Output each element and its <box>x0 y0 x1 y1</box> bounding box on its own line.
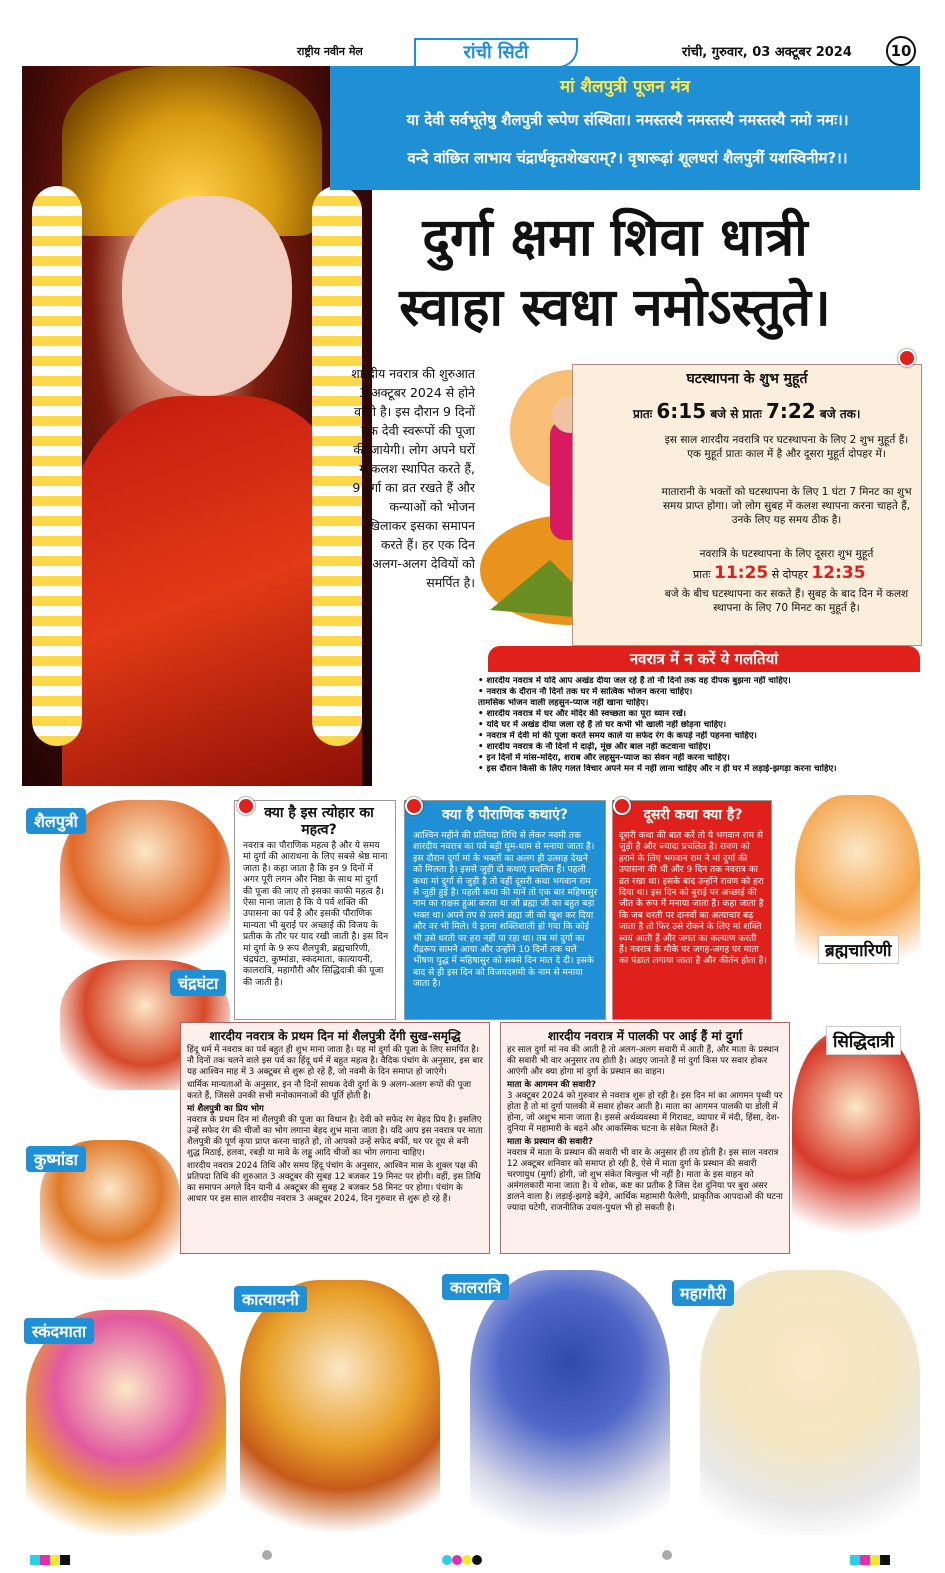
mistakes-list <box>478 676 918 775</box>
label-mahagauri: महागौरी <box>672 1280 734 1306</box>
mahagauri-figure <box>700 1270 920 1535</box>
box5-body <box>507 1045 785 1214</box>
mantra-title: मां शैलपुत्री पूजन मंत्र <box>559 77 691 97</box>
katyayani-figure <box>240 1280 440 1535</box>
label-siddhidatri: सिद्धिदात्री <box>826 1026 901 1055</box>
registration-dot <box>662 1550 672 1560</box>
list-item: • शारदीय नवरात्र में घर और मंदिर की स्वच्छता का पूरा ध्यान रखें। <box>478 709 686 719</box>
box2-body: आश्विन महीने की प्रतिपदा तिथि से लेकर नवमी तक शारदीय नवरात्र का पर्व बड़ी धूम-धाम से मनाया जाता है। इस दौरान दुर्गा मां के भक्तों का अलग ही उत्साह देखने को मिलता है। इससे जुड़ी दो कथाएं प्रचलित हैं। पहली कथा मां दुर्गा से जुड़ी है तो वहीं दूसरी कथा भगवान राम से जुड़ी हुई है। पहली कथा की मानें तो एक बार महिषासुर नाम का राक्षस हुआ करता था जो ब्रह्मा जी का बहुत बड़ा भक्त था। अपने तप से उसने ब्रह्मा जी को खुश कर दिया और वर भी मिले। ये इतना शक्तिशाली हो गया कि कोई भी उसे धरती पर हरा नहीं पा रहा था। तब मां दुर्गा का रौद्ररूप सामने आया और उन्होंने 10 दिनों तक चले भीषण युद्ध में महिषासुर को सबसे दिन मात दे दी। इसके बाद से ही इस दिन को विजयदशमी के नाम से मनाया जाता है। <box>413 831 598 990</box>
mythology-box <box>404 800 606 1020</box>
box5-para-2: 3 अक्टूबर 2024 को गुरुवार से नवरात्र शुरू हो रही है। इस दिन मां का आगमन पृथ्वी पर होता है तो मां दुर्गा पालकी में सवार होकर आती है। माता का आगमन पालकी या डोली में होना, जो अशुभ माना जाता है। इससे अर्थव्यवस्था में गिरावट, व्यापार में मंदी, हिंसा, देश-दुनिया में महामारी के बढ़ने और आकस्मिक घटना के संकेत मिलते हैं। <box>507 1091 783 1134</box>
box1-body: नवरात्र का पौराणिक महत्व है और ये समय मां दुर्गा की आराधना के लिए सबसे श्रेष्ठ माना जाता है। कहा जाता है कि इन 9 दिनों में अगर पूरी लगन और निष्ठा के साथ मां दुर्गा की पूजा की जाए तो इसका काफी महत्व है। ऐसा माना जाता है कि ये पर्व शक्ति की उपासना का पर्व है और इसकी पौराणिक मान्यता भी बुराई पर अच्छाई की विजय के प्रतीक के तौर पर याद रखी जाती है। इस दिन मां दुर्गा के 9 रूप शैलपुत्री, ब्रह्मचारिणी, चंद्रघंटा, कुष्मांडा, स्कंदमाता, कात्यायनी, कालरात्रि, महागौरी और सिद्धिदात्री की पूजा की जाती है। <box>243 841 389 988</box>
page-number: 10 <box>886 36 916 66</box>
section-tab[interactable]: रांची सिटी <box>414 38 578 68</box>
label-katyayani: कात्यायनी <box>234 1286 307 1312</box>
box4-para-1: हिंदू धर्म में नवरात्र का पर्व बहुत ही शुभ माना जाता है। यह मां दुर्गा की पूजा के लिए समर्पित है। नौ दिनों तक चलने वाले इस पर्व का हिंदू धर्म में बहुत महत्व है। वैदिक पंचांग के अनुसार, इस बार यह आश्विन माह में 3 अक्टूबर से शुरू हो रहे हैं, जो नवमी के दिन समाप्त हो जाएंगे। <box>187 1045 483 1077</box>
time-prefix-2: प्रातः <box>693 568 711 581</box>
dateline: रांची, गुरुवार, 03 अक्टूबर 2024 <box>682 45 852 60</box>
box1-title: क्या है इस त्योहार का महत्व? <box>264 805 374 838</box>
shailputri-article <box>180 1022 490 1254</box>
cmyk-swatch-right <box>850 1550 890 1569</box>
time-start-1: 6:15 <box>656 399 707 423</box>
box5-subheading-2: माता के प्रस्थान की सवारी? <box>507 1137 593 1147</box>
palki-article <box>500 1022 790 1254</box>
list-item: • यदि घर में अखंड दीया जला रहे हैं तो घर कभी भी खाली नहीं छोड़ना चाहिए। <box>478 720 727 730</box>
muhurat-time-1 <box>633 399 860 423</box>
garland-left <box>32 186 82 746</box>
box5-para-3: नवरात्र में माता के प्रस्थान की सवारी भी वार के अनुसार ही तय होती है। इस साल नवरात्र 12 अक्टूबर शनिवार को समाप्त हो रही है, ऐसे में माता दुर्गा के प्रस्थान की सवारी चरणायुध (मुर्गा) होगी, जो शुभ संकेत बिल्कुल भी नहीं है। माता के इस वाहन को अमंगलकारी माना जाता है। ये शोक, कष्ट का प्रतीक है जिस देश दुनिया पर बुरा असर डालने वाला है। लड़ाई-झगड़े बढ़ेंगे, आर्थिक महामारी फैलेगी, प्राकृतिक आपदाओं की घटना ज्यादा घटेगी, राजनीतिक उथल-पुथल भी हो सकती है। <box>507 1148 783 1213</box>
second-story-box <box>612 800 772 1020</box>
mantra-line-2: वन्दे वांछित लाभाय चंद्रार्धकृतशेखराम्?। वृषारूढ़ां शूलधरां शैलपुत्रीं यशस्विनीम?।। <box>407 149 848 167</box>
label-skandmata: स्कंदमाता <box>24 1318 94 1344</box>
page-header <box>22 36 922 66</box>
list-item: तामसिक भोजन वाली लहसुन-प्याज नहीं खाना चाहिए। <box>478 698 649 708</box>
goddess-photo <box>22 66 372 786</box>
list-item: • शारदीय नवरात्र में यदि आप अखंड दीया जल रहे हैं तो नौ दिनों तक वह दीपक बुझना नहीं चाहिए। <box>478 676 791 686</box>
muhurat-time-2 <box>693 563 866 583</box>
box4-body <box>187 1045 483 1205</box>
list-item: • शारदीय नवरात्र के नौ दिनों में दाढ़ी, मूंछ और बाल नहीं कटवाना चाहिए। <box>478 742 711 752</box>
box4-para-3: नवरात्र के प्रथम दिन मां शैलपुत्री की पूजा का विधान है। देवी को सफेद रंग बेहद प्रिय है। इसलिए उन्हें सफेद रंग की चीजों का भोग लगाना बेहद शुभ माना जाता है। यदि आप इस नवरात्र पर माता शैलपुत्री की पूर्ण कृपा प्राप्त करना चाहते हो, तो आपको उन्हें सफेद बर्फी, घर पर दूध से बनी शुद्ध मिठाई, हलवा, रबड़ी या मावे के लड्डू आदि चीजों का भोग लगाना चाहिए। <box>187 1115 483 1158</box>
time-start-2: 11:25 <box>714 563 769 583</box>
muhurat-para-3: नवरात्रि के घटस्थापना के लिए दूसरा शुभ मुहूर्त <box>699 548 874 560</box>
time-prefix: प्रातः <box>633 407 653 421</box>
box5-subheading-1: माता के आगमन की सवारी? <box>507 1080 596 1090</box>
box4-subheading: मां शैलपुत्री का प्रिय भोग <box>187 1104 264 1114</box>
print-registration-bar <box>22 1548 922 1562</box>
time-mid: बजे से प्रातः <box>710 407 762 421</box>
muhurat-para-1: इस साल शारदीय नवरात्रि पर घटस्थापना के लिए 2 शुभ मुहूर्त हैं। एक मुहूर्त प्रातः काल में है और दूसरा मुहूर्त दोपहर में। <box>664 434 909 460</box>
list-item: • इस दौरान किसी के लिए गलत विचार अपने मन में नहीं लाना चाहिए और न ही घर में लड़ाई-झगड़ा करना चाहिए। <box>478 764 837 774</box>
muhurat-box <box>572 364 922 646</box>
time-end-1: 7:22 <box>765 399 816 423</box>
registration-dot <box>262 1550 272 1560</box>
box3-title: दूसरी कथा क्या है? <box>643 807 743 823</box>
mantra-line-1: या देवी सर्वभूतेषु शैलपुत्री रूपेण संस्थिता। नमस्तस्यै नमस्तस्यै नमस्तस्यै नमो नमः।। <box>406 111 849 129</box>
mistakes-title: नवरात्र में न करें ये गलतियां <box>488 646 920 672</box>
box2-title: क्या है पौराणिक कथाएं? <box>442 807 568 823</box>
box4-title: शारदीय नवरात्र के प्रथम दिन मां शैलपुत्री देंगी सुख-समृद्धि <box>209 1029 461 1043</box>
label-brahmacharini: ब्रह्मचारिणी <box>818 935 899 964</box>
time-suffix: बजे तक। <box>819 407 861 421</box>
label-shailputri: शैलपुत्री <box>26 808 86 834</box>
cmyk-dots-center <box>442 1550 482 1569</box>
time-end-2: 12:35 <box>811 563 866 583</box>
time-mid-2: से दोपहर <box>771 568 808 581</box>
box4-para-4: शारदीय नवरात्र 2024 तिथि और समय हिंदू पंचांग के अनुसार, आश्विन मास के शुक्ल पक्ष की प्रतिपदा तिथि की शुरुआत 3 अक्टूबर की सुबह 12 बजकर 19 मिनट पर होगी। वहीं, इस तिथि का समापन अगले दिन यानी 4 अक्टूबर की सुबह 2 बजकर 58 मिनट पर होगा। पंचांग के आधार पर इस साल शारदीय नवरात्र 3 अक्टूबर 2024, दिन गुरुवार से शुरू हो रहे हैं। <box>187 1161 481 1204</box>
box4-para-2: धार्मिक मान्यताओं के अनुसार, इन नौ दिनों साधक देवी दुर्गा के 9 अलग-अलग रूपों की पूजा करते हैं, जिससे उनकी सभी मनोकामनाओं की पूर्ति होती है। <box>187 1080 472 1101</box>
box5-title: शारदीय नवरात्र में पालकी पर आई हैं मां दुर्गा <box>547 1029 743 1043</box>
face-shape <box>122 196 292 396</box>
list-item: • इन दिनों में मांस-मदिरा, शराब और लहसुन-प्याज का सेवन नहीं करना चाहिए। <box>478 753 730 763</box>
label-kalratri: कालरात्रि <box>442 1274 509 1300</box>
list-item: • नवरात्र के दौरान नौ दिनों तक घर में सात्विक भोजन करना चाहिए। <box>478 687 693 697</box>
box3-body: दूसरी कथा की बात करें तो ये भगवान राम से जुड़ी है और ज्यादा प्रचलित है। रावण को हराने के लिए भगवान राम ने मां दुर्गा की उपासना की थी और 9 दिन तक नवरात्र का व्रत रखा था। इसके बाद उन्होंने रावण को हरा दिया था। इस दिन को बुराई पर अच्छाई की जीत के रूप में मनाया जाता है। कहा जाता है कि जब धरती पर दानवों का अत्याचार बढ़ जाता है तो फिर उसे रोकने के लिए मां शक्ति स्वयं आती हैं और जगत का कल्याण करती हैं। नवरात्र के मौके पर जगह-जगह पर माता का पंडाल लगाया जाता है और कीर्तन होता है। <box>619 831 767 967</box>
mantra-box <box>330 66 920 190</box>
label-kushmanda: कुष्मांडा <box>26 1146 86 1172</box>
festival-significance-box <box>234 800 396 1020</box>
muhurat-title: घटस्थापना के शुभ मुहूर्त <box>686 371 808 387</box>
pin-icon <box>898 349 916 367</box>
list-item: • नवरात्र में देवी मां की पूजा करते समय काले या सफेद रंग के कपड़े नहीं पहनना चाहिए। <box>478 731 757 741</box>
box5-para-1: हर साल दुर्गा मां नव की आती है तो अलग-अलग सवारी में आती हैं, और माता के प्रस्थान की सवारी भी वार अनुसार तय होती है। आइए जानते हैं मां दुर्गा किस पर सवार होकर आएंगी और क्या होगा मां दुर्गा के प्रस्थान का वाहन। <box>507 1045 779 1077</box>
mistakes-box <box>478 646 920 786</box>
muhurat-para-4: बजे के बीच घटस्थापना कर सकते हैं। सुबह के बाद दिन में कलश स्थापना के लिए 70 मिनट का मुहूर्त है। <box>664 588 909 614</box>
newspaper-name: राष्ट्रीय नवीन मेल <box>297 45 363 58</box>
intro-text: शारदीय नवरात्र की शुरुआत 3 अक्टूबर 2024 से होने वाली है। इस दौरान 9 दिनों तक देवी स्वरूपों की पूजा की जायेगी। लोग अपने घरों में कलश स्थापित करते हैं, 9 दुर्गा का व्रत रखते हैं और कन्याओं को भोजन खिलाकर इसका समापन करते हैं। हर एक दिन अलग-अलग देवियों को समर्पित है। <box>351 366 475 590</box>
siddhidatri-figure <box>792 1030 920 1250</box>
muhurat-para-2: मातारानी के भक्तों को घटस्थापना के लिए 1 घंटा 7 मिनट का शुभ समय प्राप्त होगा। जो लोग सुबह में कलश स्थापना करना चाहते हैं, उनके लिए यह समय ठीक है। <box>661 486 912 526</box>
headline-line-2: स्वाहा स्वधा नमोऽस्तुते। <box>399 277 831 338</box>
cmyk-swatch-left <box>30 1550 70 1569</box>
label-chandraghanta: चंद्रघंटा <box>170 970 226 996</box>
kalratri-figure <box>470 1270 670 1535</box>
headline-line-1: दुर्गा क्षमा शिवा धात्री <box>422 207 808 268</box>
